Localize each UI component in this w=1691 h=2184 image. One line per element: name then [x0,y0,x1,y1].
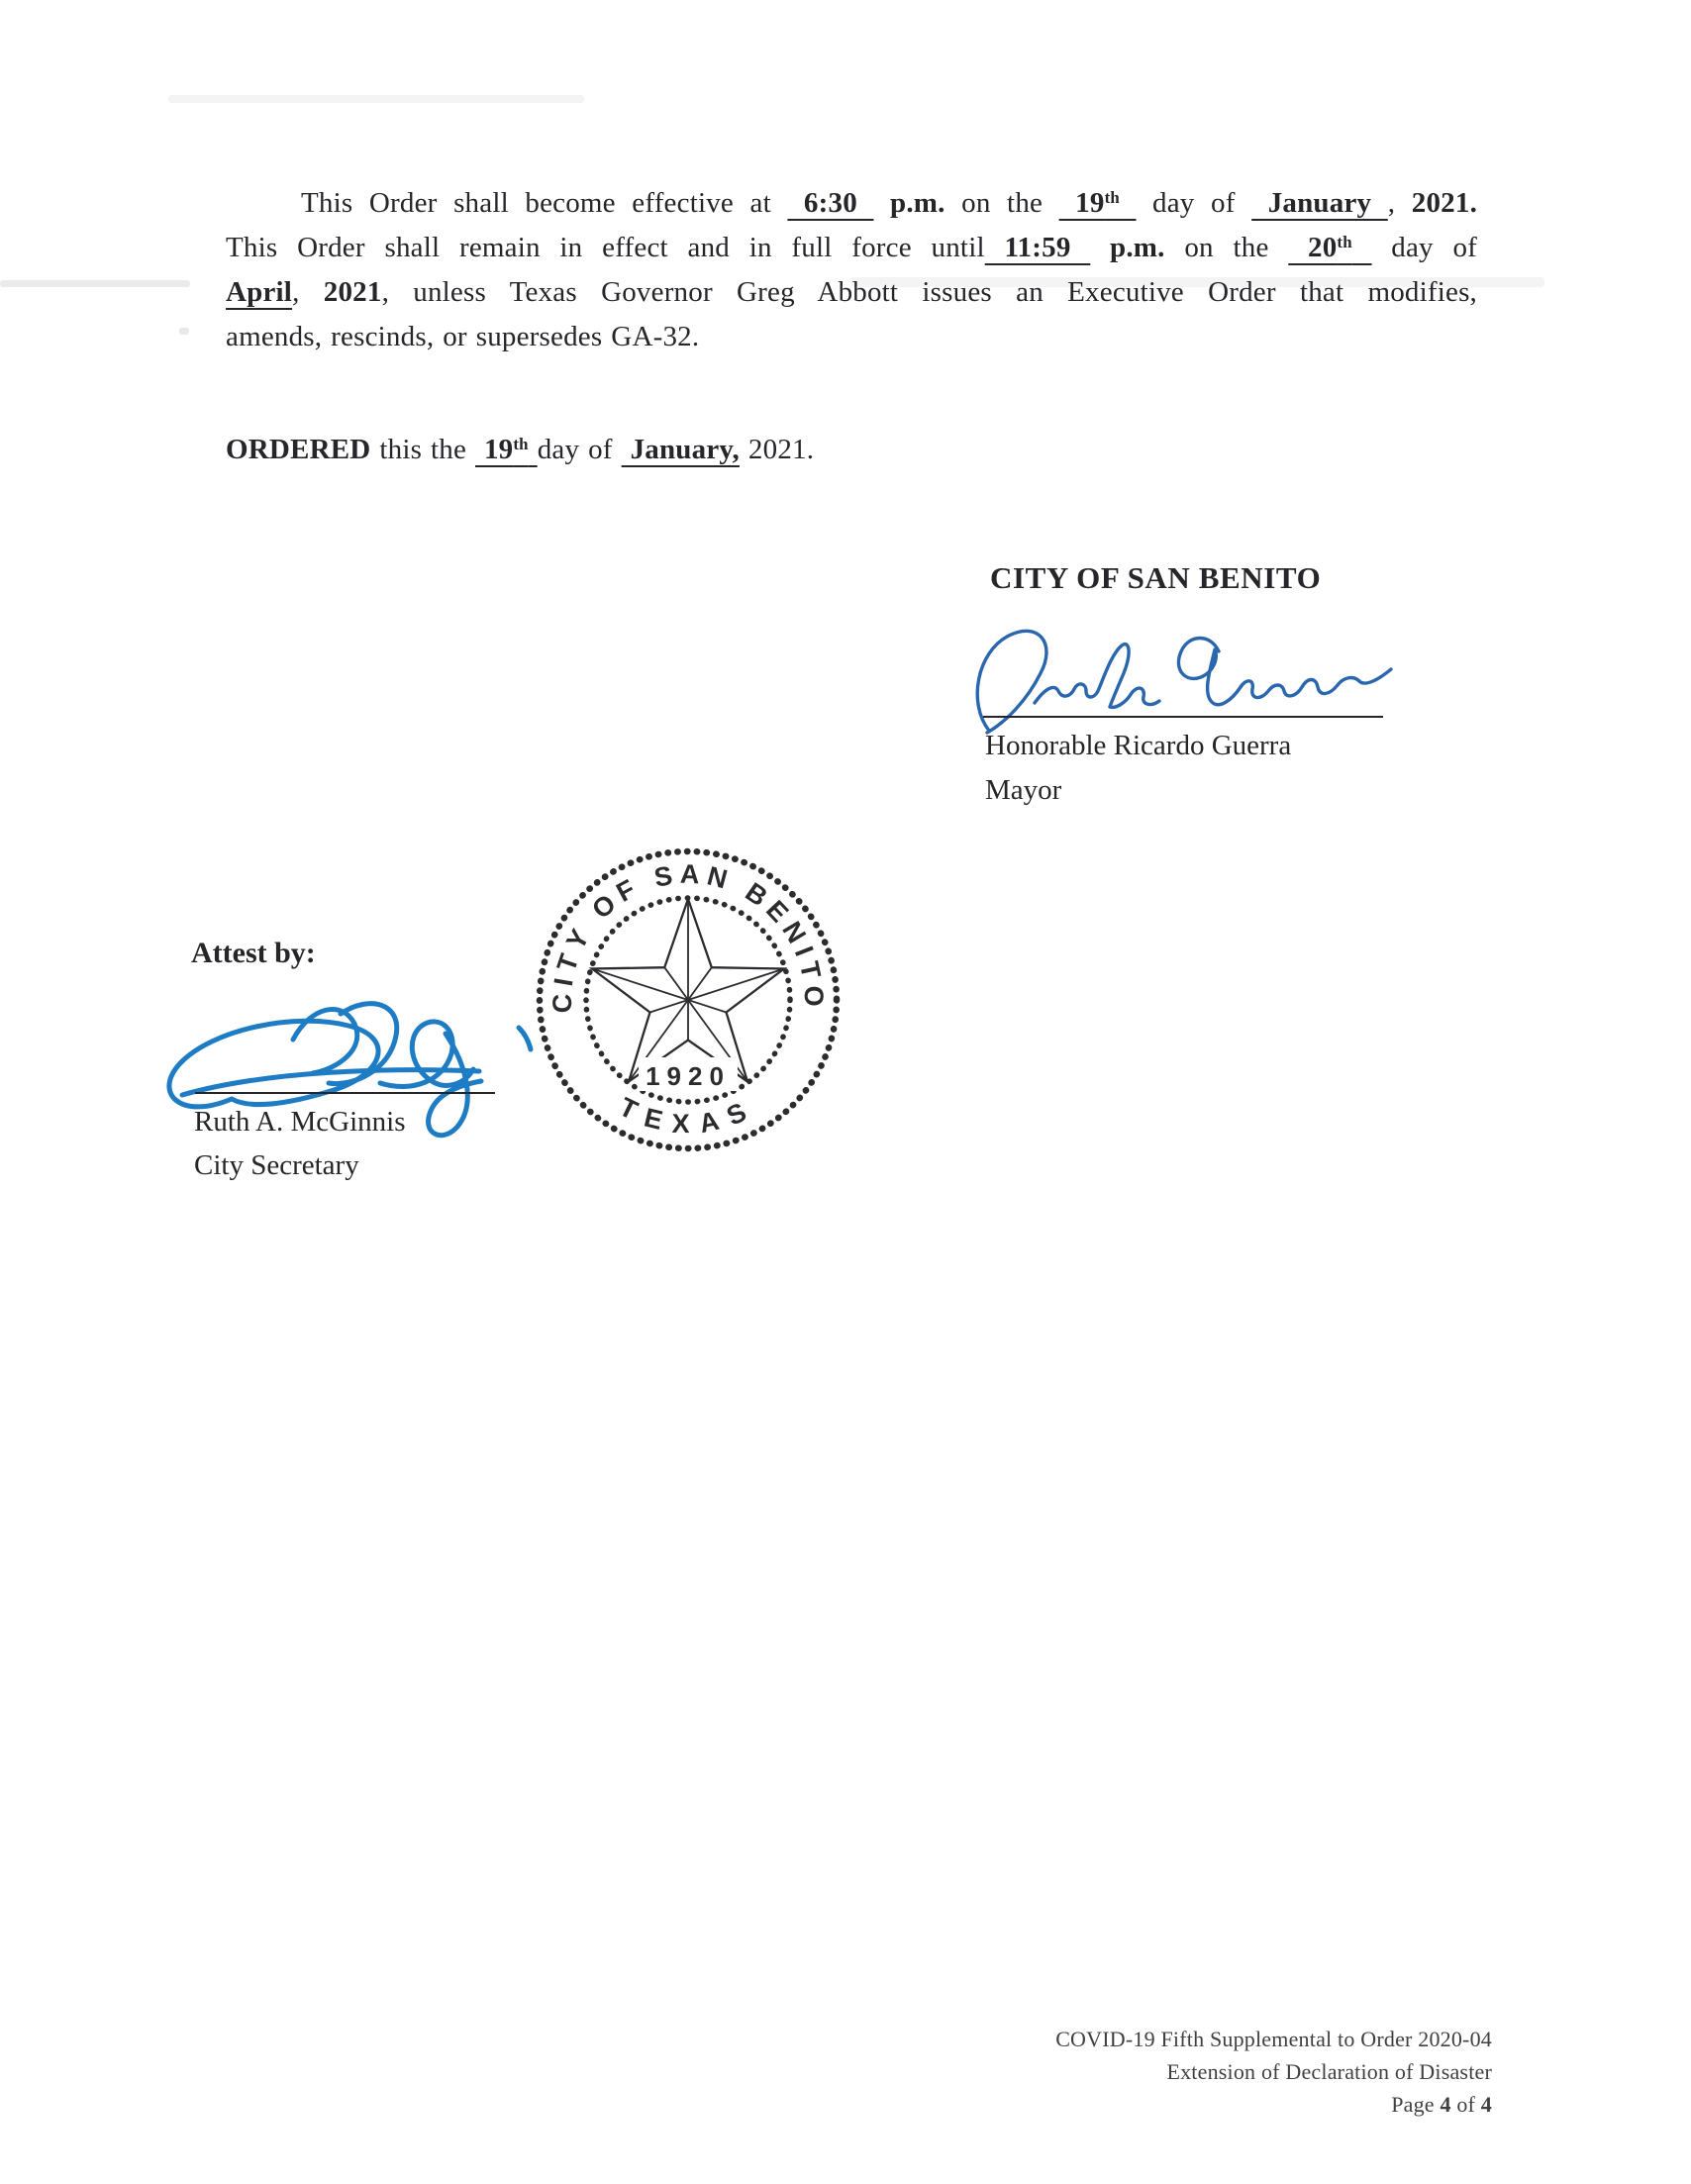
scan-artifact [179,328,189,335]
org-heading: CITY OF SAN BENITO [990,560,1322,595]
secretary-signature-line [195,1092,495,1094]
paragraph-line: This Order shall become effective at 6:30 p.m. on the 19th day of January , 2021. [301,187,1478,219]
footer [1055,2023,1492,2121]
city-seal [530,842,846,1158]
footer-doc-title: COVID-19 Fifth Supplemental to Order 2020-04 [1055,2027,1492,2051]
seal-top-text: CITY OF SAN BENITO [547,858,830,1014]
ordered-clause: ORDERED this the 19th day of January, 2021. [226,434,815,465]
seal-year: 1920 [646,1061,731,1091]
secretary-name: Ruth A. McGinnis [194,1106,406,1138]
seal-bottom-text: TEXAS [614,1091,762,1140]
footer-doc-subtitle: Extension of Declaration of Disaster [1166,2059,1492,2084]
paragraph-line: This Order shall remain in effect and in full force until 11:59 p.m. on the 20th day of [226,232,1478,263]
scan-artifact [0,280,190,287]
mayor-signature [965,610,1401,745]
signature-stroke [1178,639,1391,705]
mayor-signature-line [983,716,1383,718]
paragraph-line: April, 2021, unless Texas Governor Greg Abbott issues an Executive Order that modifies, [226,276,1478,308]
attest-label: Attest by: [191,937,316,969]
mayor-name: Honorable Ricardo Guerra [985,730,1292,761]
mayor-title: Mayor [985,774,1062,806]
svg-text:TEXAS [615,1092,762,1140]
scan-artifact [168,95,584,103]
secretary-title: City Secretary [194,1149,359,1181]
signature-stroke [1035,645,1159,708]
footer-page-number: Page 4 of 4 [1391,2092,1492,2117]
paragraph-line: amends, rescinds, or supersedes GA-32. [226,321,700,352]
order-paragraph [226,181,1477,359]
